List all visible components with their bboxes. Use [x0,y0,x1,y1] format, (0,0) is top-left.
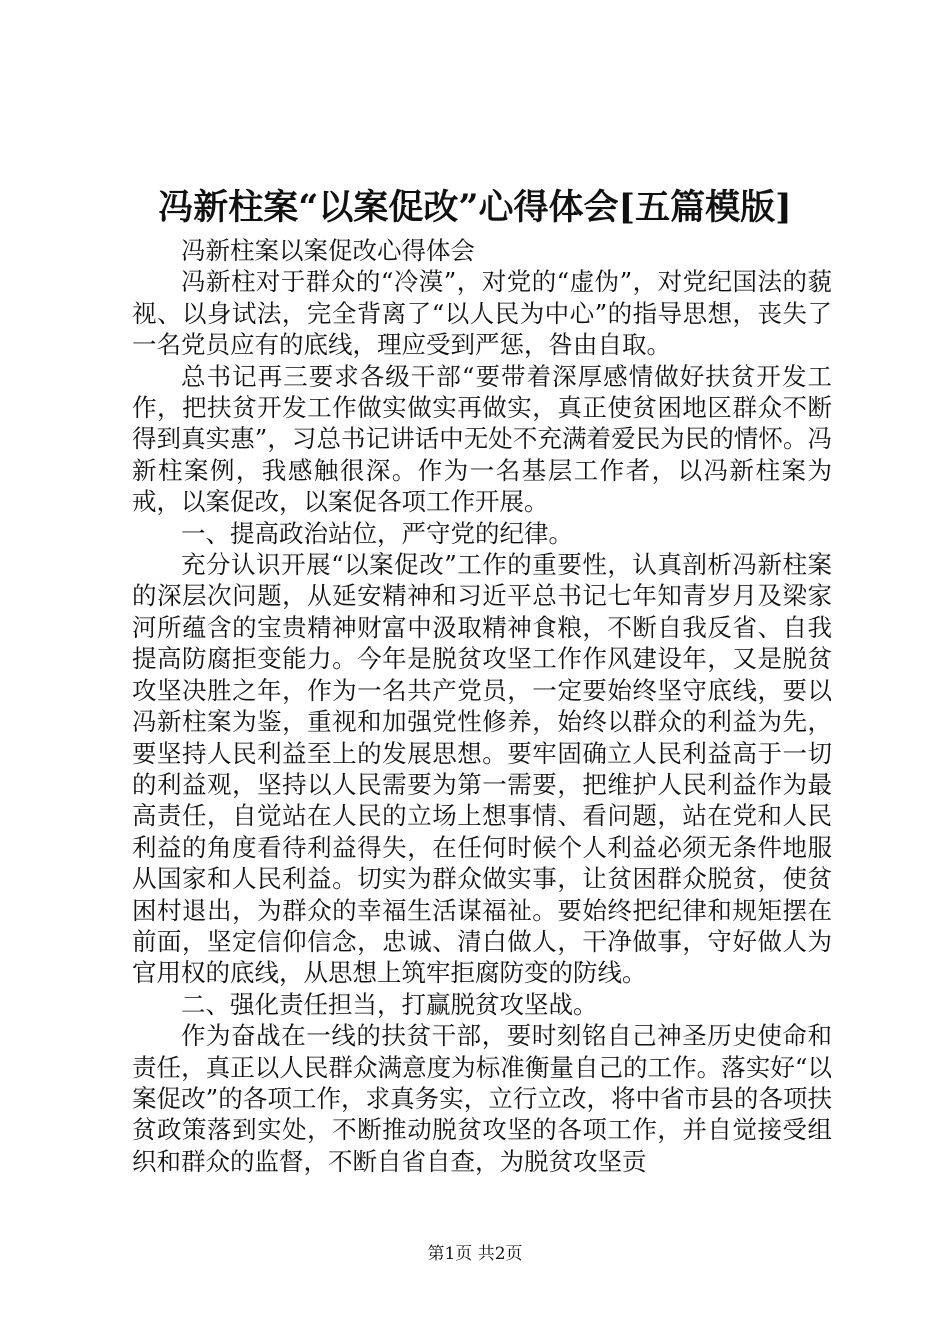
body-paragraph: 冯新柱对于群众的“冷漠”，对党的“虚伪”，对党纪国法的藐视、以身试法，完全背离了“以人民为中心”的指导思想，丧失了一名党员应有的底线，理应受到严惩，咎由自取。 [132,267,832,360]
subtitle-paragraph: 冯新柱案以案促改心得体会 [181,236,475,265]
page-title: 冯新柱案“以案促改”心得体会[五篇模版] [158,187,792,228]
document-body [132,235,832,1177]
body-paragraph: 作为奋战在一线的扶贫干部，要时刻铭自己神圣历史使命和责任，真正以人民群众满意度为标准衡量自己的工作。落实好“以案促改”的各项工作，求真务实，立行立改，将中省市县的各项扶贫政策落到实处，不断推动脱贫攻坚的各项工作，并自觉接受组织和群众的监督，不断自省自查，为脱贫攻坚贡 [132,1021,832,1176]
body-paragraph: 充分认识开展“以案促改”工作的重要性，认真剖析冯新柱案的深层次问题，从延安精神和习近平总书记七年知青岁月及梁家河所蕴含的宝贵精神财富中汲取精神食粮，不断自我反省、自我提高防腐拒变能力。今年是脱贫攻坚工作作风建设年，又是脱贫攻坚决胜之年，作为一名共产党员，一定要始终坚守底线，要以冯新柱案为鉴，重视和加强党性修养，始终以群众的利益为先，要坚持人民利益至上的发展思想。要牢固确立人民利益高于一切的利益观，坚持以人民需要为第一需要，把维护人民利益作为最高责任，自觉站在人民的立场上想事情、看问题，站在党和人民利益的角度看待利益得失，在任何时候个人利益必须无条件地服从国家和人民利益。切实为群众做实事，让贫困群众脱贫，使贫困村退出，为群众的幸福生活谋福祉。要始终把纪律和规矩摆在前面，坚定信仰信念，忠诚、清白做人，干净做事，守好做人为官用权的底线，从思想上筑牢拒腐防变的防线。 [132,550,832,988]
page-number-footer: 第1页 共2页 [427,1244,523,1264]
section-heading: 二、强化责任担当，打赢脱贫攻坚战。 [181,989,598,1019]
body-paragraph: 总书记再三要求各级干部“要带着深厚感情做好扶贫开发工作，把扶贫开发工作做实做实再做实，真正使贫困地区群众不断得到真实惠”，习总书记讲话中无处不充满着爱民为民的情怀。冯新柱案例，我感触很深。作为一名基层工作者，以冯新柱案为戒，以案促改，以案促各项工作开展。 [132,361,832,517]
section-heading: 一、提高政治站位，严守党的纪律。 [181,518,573,548]
